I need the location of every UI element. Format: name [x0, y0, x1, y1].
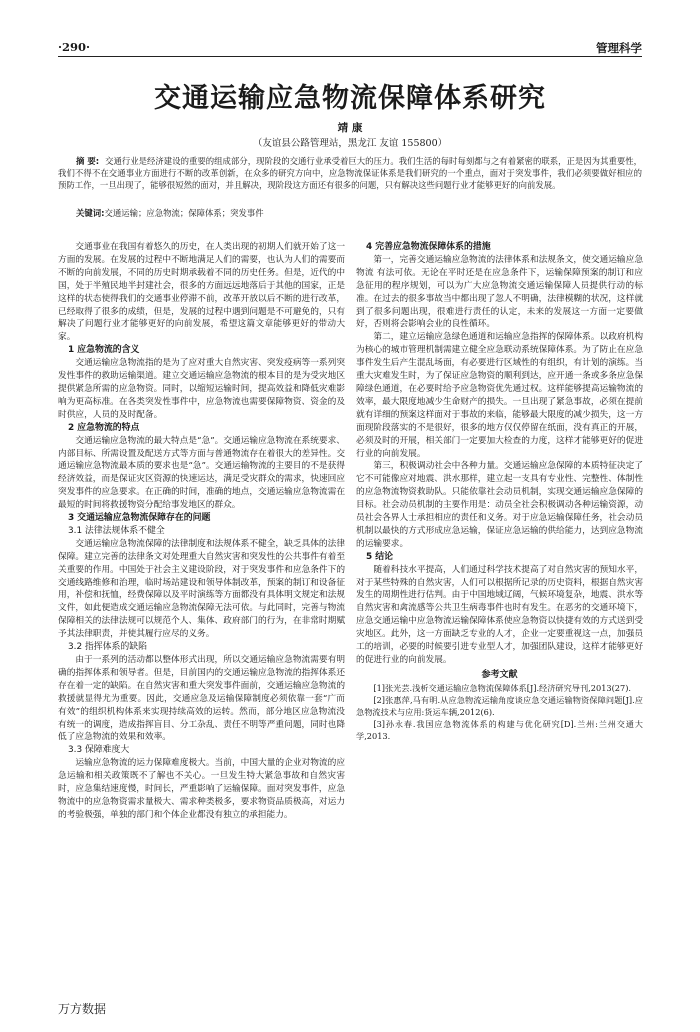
right-column: [356, 241, 643, 742]
affiliation: （友谊县公路管理站，黑龙江 友谊 155800）: [252, 138, 448, 149]
keywords-label: 关键词:: [76, 208, 105, 218]
paragraph: 交通运输应急物流保障的法律制度和法规体系不健全，缺乏具体的法律保障。建立完善的法律条文对处理重大自然灾害和突发性的公共事件有着至关重要的作用。中国处于社会主义建设阶段，对于突发事件和应急条件下的交通线路维修和治理，临时场站建设和领导体制改革，预案的制订和设备征用，补偿和抚恤，经费保障以及平时演练等方面都没有具体明文规定和法规文件，如此便造成交通运输应急物流保障无法可依。与此同时，完善与物流保障相关的法律法规可以规范个人、集体、政府部门的行为，在非常时期赋予其法律职责，并使其履行应尽的义务。: [58, 538, 345, 640]
reference-item: [1]张光芸.浅析交通运输应急物流保障体系[J].经济研究导刊,2013(27).: [373, 682, 632, 693]
running-header: [58, 40, 642, 57]
subsection-heading: 3.3 保障难度大: [68, 745, 130, 756]
keywords: [58, 207, 642, 219]
paragraph: 交通运输应急物流的最大特点是“急”。交通运输应急物流在系统要求、内部目标、所需设置及配送方式等方面与普通物流存在着很大的差异性。交通运输应急物流最本质的要求也是“急”。交通运输物流的主要目的不是获得经济效益，而是保证灾区资源的快速运达，满足受灾群众的需求，快速回应突发事件的应急要求。在正确的时间，准确的地点，交通运输应急物流需在最短的时间将救援物资分配给事发地区的群众。: [58, 435, 345, 511]
journal-name: 管理科学: [596, 41, 642, 55]
subsection-heading: 3.1 法律法规体系不健全: [68, 525, 165, 536]
section-heading: 2 应急物流的特点: [68, 422, 140, 433]
left-column: [58, 241, 345, 822]
section-heading: 5 结论: [366, 551, 394, 562]
page-number: ·290·: [58, 40, 91, 54]
abstract-label: 摘 要:: [76, 156, 100, 166]
footer-watermark: 万方数据: [58, 1002, 107, 1016]
abstract: [58, 155, 642, 191]
intro-paragraph: 交通事业在我国有着悠久的历史，在人类出现的初期人们就开始了这一方面的发展。在发展的过程中不断地满足人们的需要，也认为人们的需要而不断的向前发展，不同的历史时期承载着不同的历史任务。但是，近代的中国，处于半殖民地半封建社会，很多的方面远远地落后于其他的国家，正是这样的状态使得我们的交通事业停滞不前，改革开放以后不断的进行改革，已经取得了很多的成绩，但是，发展的过程中遇到问题是不可避免的，只有解决了问题行业才能够更好的向前发展，希望这篇文章能够更好的带动大家。: [58, 242, 345, 343]
paragraph: 第三，积极调动社会中各种力量。交通运输应急保障的本质特征决定了它不可能像应对地震、洪水那样，建立起一支具有专业性、完整性、体制性的应急物流物资救助队。只能依靠社会动员机制，实现交通运输应急保障的目标。社会动员机制的主要作用是：动员全社会积极调动各种运输资源，动员社会各界人士承担相应的责任和义务。对于应急运输保障任务，社会动员机制以最快的方式形成应急运输，保证应急运输的供给能力，达到应急物流的运输要求。: [356, 461, 643, 549]
section-heading: 1 应急物流的含义: [68, 345, 140, 356]
section-heading: 3 交通运输应急物流保障存在的问题: [68, 513, 211, 524]
article-title: 交通运输应急物流保障体系研究: [154, 83, 546, 114]
paragraph: 运输应急物流的运力保障难度极大。当前，中国大量的企业对物流的应急运输和相关政策既不了解也不关心。一旦发生特大紧急事故和自然灾害时，应急集结速度慢，时间长，严重影响了运输保障。面对突发事件，应急物流中的应急物资需求量极大、需求种类极多，要求物资品质极高，对运力的考验极强，单独的部门和个体企业都没有独立的承担能力。: [58, 758, 345, 820]
section-heading: 4 完善应急物流保障体系的措施: [366, 242, 491, 252]
paragraph: 交通运输应急物流指的是为了应对重大自然灾害、突发疫病等一系列突发性事件的救助运输渠道。建立交通运输应急物流的根本目的是为受灾地区提供紧急所需的应急物资。同时，以缩短运输时间，提高效益和降低灾难影响为更高标准。在各类突发性事件中，应急物流也需要保障物资、资金的及时供应，人员的及时配备。: [58, 358, 345, 420]
keywords-text: 交通运输；应急物流；保障体系；突发事件: [104, 208, 264, 218]
paragraph: 第二，建立运输应急绿色通道和运输应急指挥的保障体系。以政府机构为核心的城市管理机制需建立健全应急联动系统保障体系。为了防止在应急事件发生后产生混乱场面，有必要进行区域性的有组织，有计划的演练。当重大灾难发生时，为了保证应急物资的顺利到达，应开通一条或多条应急保障绿色通道，在必要时给予应急物资优先通过权。这样能够提高运输物流的效率，最大限度地减少生命财产的损失。一旦出现了紧急事故，必须在提前就有详细的预案这样面对于事故的来临，能够最大限度的减少损失，这一方面现阶段落实的不是很好，很多的地方仅仅停留在纸面，没有真正的开展，必须及时的开展，相关部门一定要加大检查的力度，这样才能够更好的促进行业的向前发展。: [356, 332, 643, 459]
author: 靖 康: [337, 122, 363, 134]
paragraph: 第一，完善交通运输应急物流的法律体系和法规条文，使交通运输应急物流 有法可依。无论在平时还是在应急条件下，运输保障预案的制订和应急征用的程序规划，可以为广大应急物流交通运输保障人员提供行动的标准。在过去的很多事故当中都出现了忽人不明确，法律模糊的状况，这样就到了很多问题出现，很难进行责任的认定，未来的发展这一方面一定要做好，否则将会影响会业的良性循环。: [356, 254, 643, 330]
subsection-heading: 3.2 指挥体系的缺陷: [68, 642, 148, 653]
abstract-text: 交通行业是经济建设的重要的组成部分，现阶段的交通行业承受着巨大的压力。我们生活的每时每刻都与之有着紧密的联系，正是因为其重要性，我们不得不在交通事业方面进行不断的改革创新，在众多的研究方向中，应急物流保证体系是我们研究的一个重点，面对于突发事件，我们必须要做好相应的预防工作，一旦出现了，能够很短然的面对，并且解决，现阶段这方面还有很多的问题，只有解决这些问题行业才能够更好的向前发展。: [58, 156, 642, 190]
references-heading: 参考文献: [481, 669, 518, 680]
paragraph: 由于一系列的活动都以整体形式出现，所以交通运输应急物流需要有明确的指挥体系和领导者。但是，目前国内的交通运输应急物流的指挥体系还存在着一定的缺陷。在自然灾害和重大突发事件面前，交通运输应急物流的救援就显得尤为重要。因此，交通应急及运输保障制度必须依靠一套“广而有效”的组织机构体系来实现持续高效的运转。然而，部分地区应急物流没有统一的调度，造成指挥盲目、分工杂乱、责任不明等严重问题，同时也降低了应急物流的效果和效率。: [58, 655, 345, 743]
reference-item: [2]张惠萍,马有明.从应急物流运输角度谈应急交通运输物资保障问题[J].应急物流技术与应用:货运车辆,2012(6).: [356, 694, 643, 717]
reference-item: [3]孙永春.我国应急物流体系的构建与优化研究[D].兰州:兰州交通大学,2013.: [356, 718, 643, 741]
paragraph: 随着科技水平提高，人们通过科学技术提高了对自然灾害的预知水平，对于某些特殊的自然灾害，人们可以根据所记录的历史资料，根据自然灾害发生的周期性进行估判。由于中国地域辽阔，气候环境复杂，地震、洪水等自然灾害和禽流感等公共卫生病毒事件也时有发生。在恶劣的交通环境下，应急交通运输中应急物流运输保障体系使应急物资以快捷有效的方式送到受灾地区。此外，这一方面缺乏专业的人才，企业一定要重视这一点，加强员工的培训，必要的时候要引进专业型人才，加强团队建设，这样才能够更好的促进行业的向前发展。: [356, 564, 643, 665]
